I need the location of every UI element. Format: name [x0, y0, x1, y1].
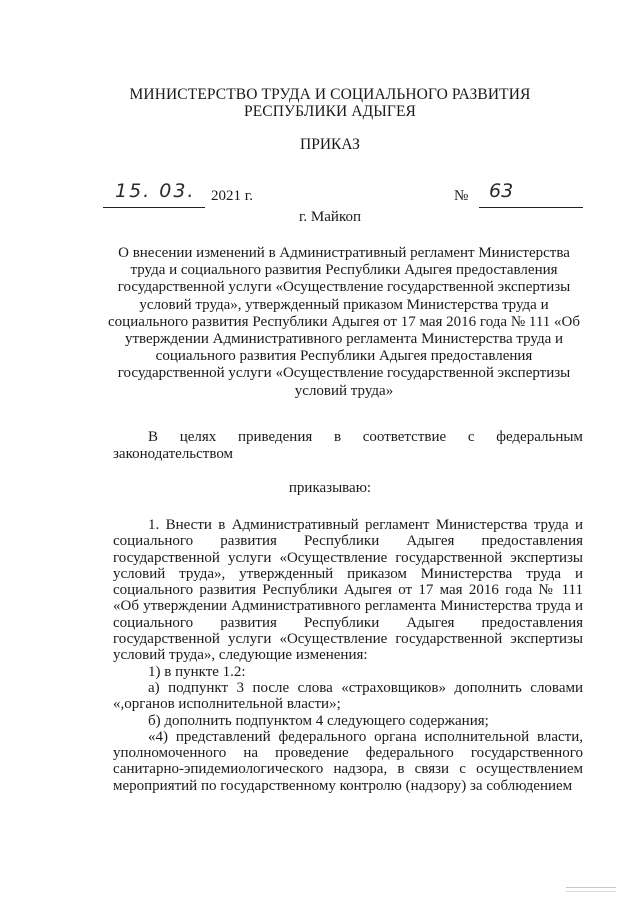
preamble-word: приведения: [238, 429, 313, 445]
ministry-header: [80, 86, 580, 120]
preamble-line2: законодательством: [113, 446, 234, 462]
preamble-word: В: [148, 429, 159, 445]
number-sign: №: [454, 188, 469, 204]
order-subject: О внесении изменений в Административный регламент Министерства труда и социального развития Республики Адыгея предоставления государственной услуги «Осуществление государственной экспертизы условий труда», утвержденный приказом Министерства труда и социального развития Республики Адыгея от 17 мая 2016 года № 111 «Об утверждении Административного регламента Министерства труда и социального развития Республики Адыгея предоставления государственной услуги «Осуществление государственной экспертизы условий труда»: [108, 245, 580, 399]
paragraph-subitem-1: 1) в пункте 1.2:: [148, 663, 246, 680]
date-year: 2021 г.: [211, 188, 253, 204]
preamble-word: федеральным: [496, 429, 583, 445]
decree-word: приказываю:: [288, 480, 372, 496]
preamble: [113, 429, 583, 463]
paragraph-item-1: 1. Внести в Административный регламент Министерства труда и социального развития Республики Адыгея предоставления государственной услуги «Осуществление государственной экспертизы условий труда», утвержденный приказом Министерства труда и социального развития Республики Адыгея от 17 мая 2016 года № 111 «Об утверждении Административного регламента Министерства труда и социального развития Республики Адыгея предоставления государственной услуги «Осуществление государственной экспертизы условий труда», следующие изменения:: [113, 517, 583, 664]
preamble-word: соответствие: [362, 429, 447, 445]
order-body: [113, 517, 583, 794]
ministry-name-line2: РЕСПУБЛИКИ АДЫГЕЯ: [244, 103, 416, 120]
paragraph-quoted-item-4: «4) представлений федерального органа исполнительной власти, уполномоченного на проведение федерального государственного санитарно-эпидемиологического надзора, в связи с осуществлением мероприятий по государственному контролю (надзору) за соблюдением: [113, 728, 583, 794]
paragraph-subitem-a: а) подпункт 3 после слова «страховщиков» дополнить словами «,органов исполнительной власти»;: [113, 679, 583, 713]
paragraph-subitem-b: б) дополнить подпунктом 4 следующего содержания;: [148, 712, 489, 729]
preamble-word: с: [467, 429, 475, 445]
city-line: г. Майкоп: [298, 209, 362, 225]
preamble-line1: [113, 429, 583, 446]
handwritten-number: 63: [479, 180, 583, 208]
ministry-name-line1: МИНИСТЕРСТВО ТРУДА И СОЦИАЛЬНОГО РАЗВИТИЯ: [129, 86, 531, 103]
handwritten-date: 15. 03.: [103, 180, 205, 208]
footer-scan-mark: [566, 887, 616, 892]
preamble-word: целях: [179, 429, 217, 445]
preamble-word: в: [333, 429, 342, 445]
document-type-title: ПРИКАЗ: [300, 136, 360, 153]
